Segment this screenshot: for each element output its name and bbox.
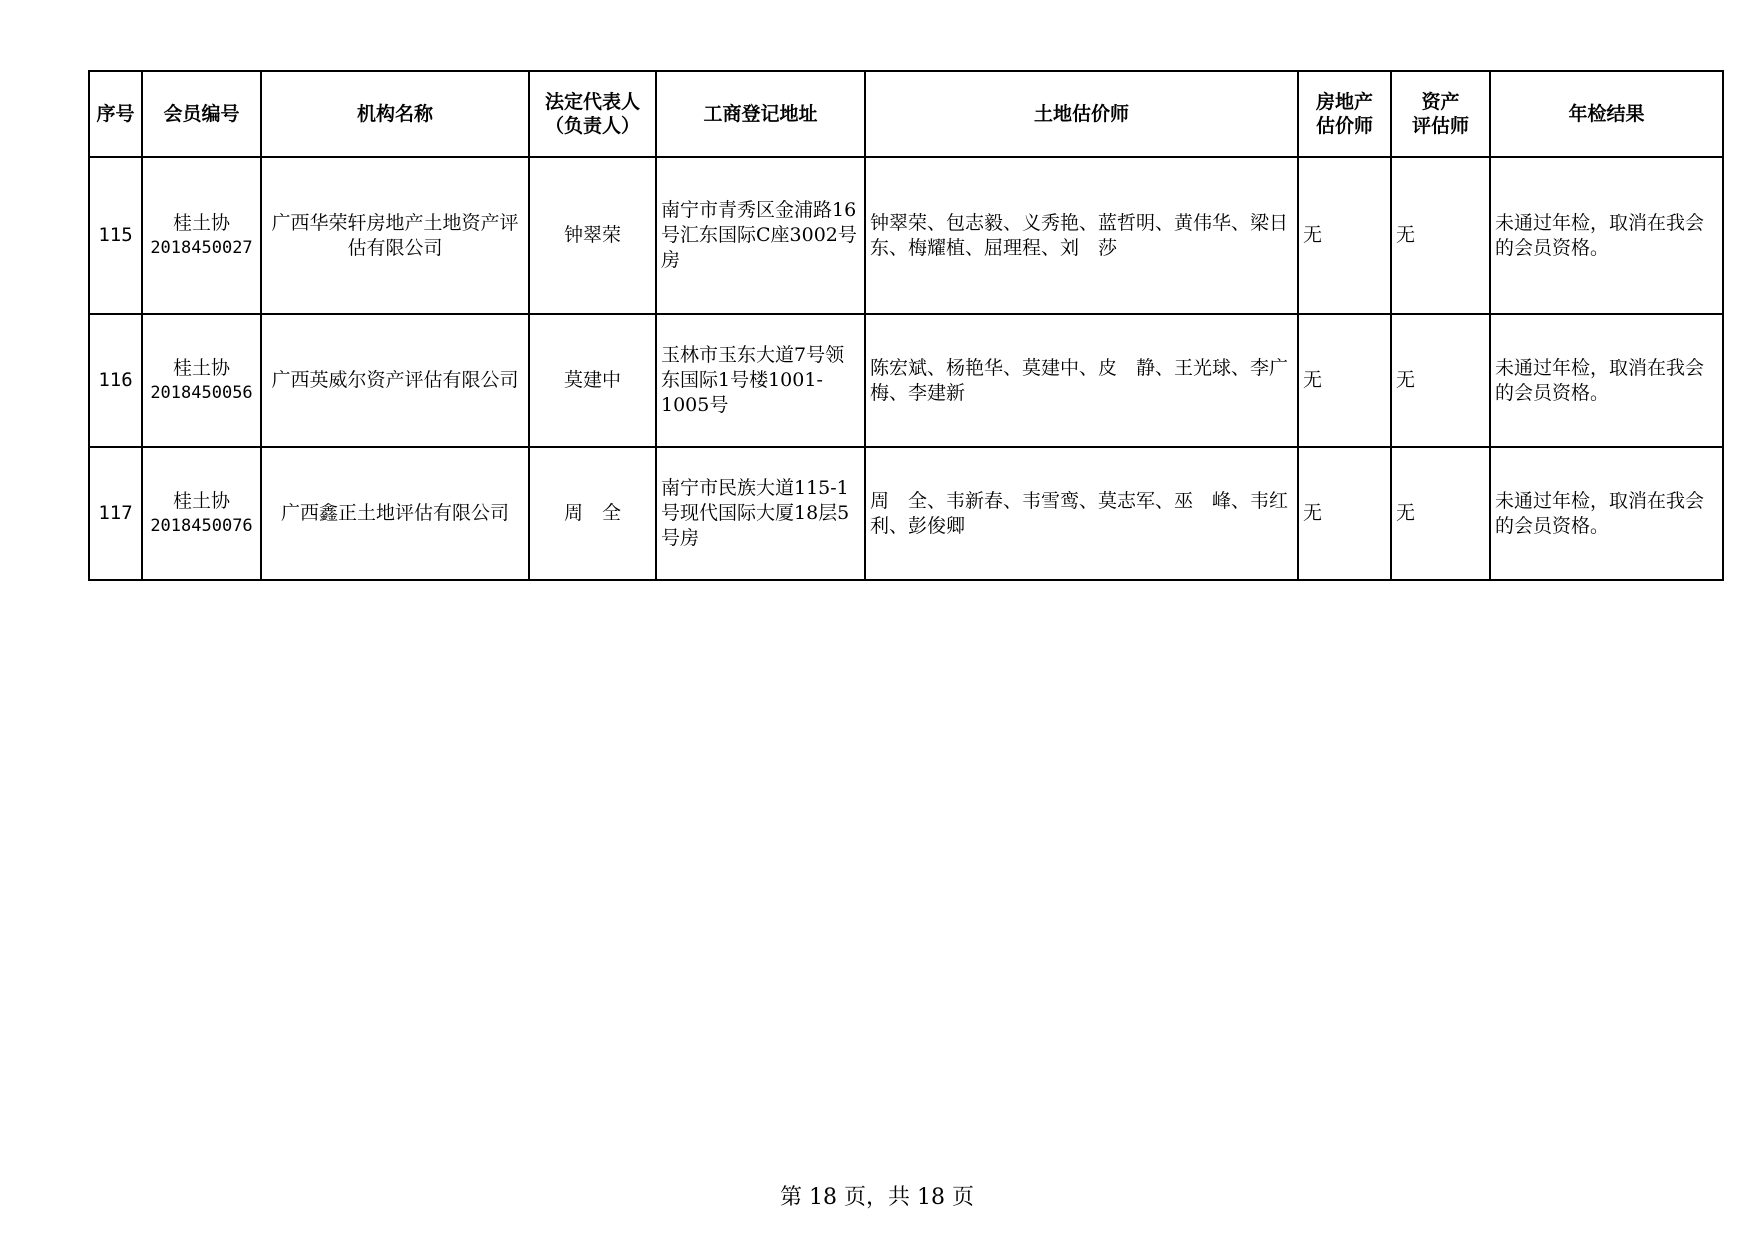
cell-land-appraisers: 陈宏斌、杨艳华、莫建中、皮 静、王光球、李广梅、李建新 — [865, 314, 1298, 447]
cell-seq: 115 — [89, 157, 142, 314]
cell-address: 南宁市民族大道115-1号现代国际大厦18层5号房 — [656, 447, 865, 580]
cell-org-name: 广西英威尔资产评估有限公司 — [261, 314, 529, 447]
header-asset-line1: 资产 — [1421, 91, 1460, 113]
header-member-no: 会员编号 — [142, 71, 261, 157]
cell-address: 南宁市青秀区金浦路16号汇东国际C座3002号房 — [656, 157, 865, 314]
table-row — [89, 447, 1723, 580]
cell-seq: 117 — [89, 447, 142, 580]
page-number-footer: 第 18 页，共 18 页 — [780, 1185, 974, 1210]
table-header-row — [89, 71, 1723, 157]
header-address: 工商登记地址 — [656, 71, 865, 157]
cell-land-appraisers: 钟翠荣、包志毅、义秀艳、蓝哲明、黄伟华、梁日东、梅耀植、屈理程、刘 莎 — [865, 157, 1298, 314]
member-prefix: 桂土协 — [172, 356, 230, 379]
header-land-appraisers: 土地估价师 — [865, 71, 1298, 157]
member-number: 2018450056 — [150, 382, 253, 403]
header-asset-appraisers — [1391, 71, 1490, 157]
cell-result: 未通过年检，取消在我会的会员资格。 — [1490, 447, 1723, 580]
header-result: 年检结果 — [1490, 71, 1723, 157]
cell-member-no — [142, 314, 261, 447]
cell-result: 未通过年检，取消在我会的会员资格。 — [1490, 157, 1723, 314]
cell-asset-appraisers: 无 — [1391, 314, 1490, 447]
member-inspection-table — [88, 70, 1724, 581]
cell-address: 玉林市玉东大道7号领东国际1号楼1001-1005号 — [656, 314, 865, 447]
member-number: 2018450076 — [150, 515, 253, 536]
header-asset-line2: 评估师 — [1411, 115, 1469, 137]
cell-land-appraisers: 周 全、韦新春、韦雪鸾、莫志军、巫 峰、韦红利、彭俊卿 — [865, 447, 1298, 580]
header-real-estate-line2: 估价师 — [1315, 115, 1373, 137]
cell-org-name: 广西鑫正土地评估有限公司 — [261, 447, 529, 580]
cell-legal-rep: 钟翠荣 — [529, 157, 656, 314]
header-real-estate-line1: 房地产 — [1315, 91, 1373, 113]
header-legal-rep-line2: （负责人） — [544, 115, 640, 137]
cell-real-estate-appraisers: 无 — [1298, 157, 1391, 314]
cell-result: 未通过年检，取消在我会的会员资格。 — [1490, 314, 1723, 447]
cell-real-estate-appraisers: 无 — [1298, 314, 1391, 447]
member-prefix: 桂土协 — [172, 211, 230, 234]
header-legal-rep-line1: 法定代表人 — [544, 91, 640, 113]
cell-seq: 116 — [89, 314, 142, 447]
header-real-estate-appraisers — [1298, 71, 1391, 157]
cell-legal-rep: 莫建中 — [529, 314, 656, 447]
cell-member-no — [142, 447, 261, 580]
cell-legal-rep: 周 全 — [529, 447, 656, 580]
cell-member-no — [142, 157, 261, 314]
header-org-name: 机构名称 — [261, 71, 529, 157]
cell-asset-appraisers: 无 — [1391, 447, 1490, 580]
cell-asset-appraisers: 无 — [1391, 157, 1490, 314]
member-number: 2018450027 — [150, 237, 253, 258]
cell-real-estate-appraisers: 无 — [1298, 447, 1391, 580]
table-row — [89, 314, 1723, 447]
table-row — [89, 157, 1723, 314]
cell-org-name: 广西华荣轩房地产土地资产评估有限公司 — [261, 157, 529, 314]
member-prefix: 桂土协 — [172, 489, 230, 512]
header-seq: 序号 — [89, 71, 142, 157]
header-legal-rep — [529, 71, 656, 157]
